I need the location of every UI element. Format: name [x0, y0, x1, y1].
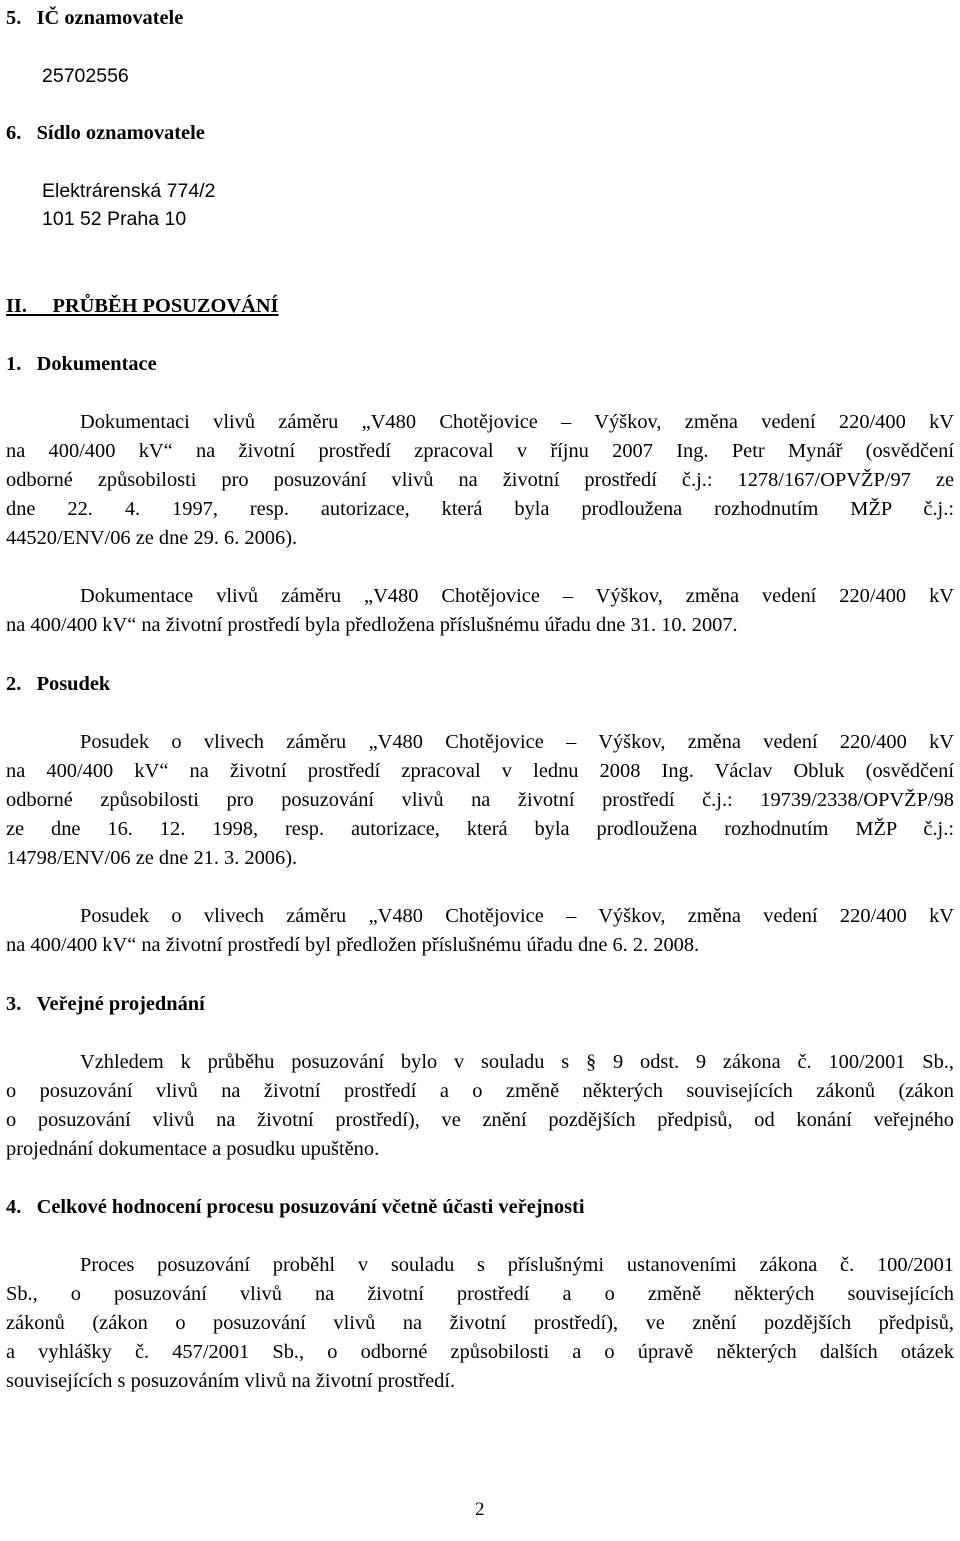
text-line: Sb., o posuzování vlivů na životní prostředí a o změně některých souvisejících	[6, 1283, 954, 1305]
text-line: 44520/ENV/06 ze dne 29. 6. 2006).	[6, 527, 298, 549]
heading-dokumentace	[6, 352, 157, 377]
heading-posudek	[6, 672, 110, 697]
text-line: Posudek o vlivech záměru „V480 Chotějovice – Výškov, změna vedení 220/400 kV	[80, 731, 954, 753]
heading-ic-title: IČ oznamovatele	[36, 7, 184, 29]
text-line: a vyhlášky č. 457/2001 Sb., o odborné způsobilosti a o úpravě některých dalších otázek	[6, 1341, 954, 1363]
heading-celkove-hodnoceni	[6, 1195, 584, 1220]
text-line: Posudek o vlivech záměru „V480 Chotějovice – Výškov, změna vedení 220/400 kV	[80, 905, 954, 927]
heading-prubeh	[6, 294, 279, 319]
text-line: na 400/400 kV“ na životní prostředí zpracoval v lednu 2008 Ing. Václav Obluk (osvědčení	[6, 760, 954, 782]
text-line: Proces posuzování proběhl v souladu s příslušnými ustanoveními zákona č. 100/2001	[80, 1254, 954, 1276]
text-line: o posuzování vlivů na životní prostředí a o změně některých souvisejících zákonů (zákon	[6, 1080, 954, 1102]
heading-dokumentace-title: Dokumentace	[36, 353, 157, 375]
page-number: 2	[475, 1499, 485, 1520]
address-line-1: Elektrárenská 774/2	[42, 180, 216, 202]
text-line: zákonů (zákon o posuzování vlivů na životní prostředí), ve znění pozdějších předpisů,	[6, 1312, 954, 1334]
text-line: ze dne 16. 12. 1998, resp. autorizace, která byla prodloužena rozhodnutím MŽP č.j.:	[6, 818, 954, 840]
text-line: odborné způsobilosti pro posuzování vlivů na životní prostředí č.j.: 1278/167/OPVŽP/97 ze	[6, 469, 954, 491]
address-line-2: 101 52 Praha 10	[42, 208, 187, 230]
text-line: 14798/ENV/06 ze dne 21. 3. 2006).	[6, 847, 298, 869]
heading-posudek-number: 2.	[6, 673, 22, 695]
text-line: o posuzování vlivů na životní prostředí), ve znění pozdějších předpisů, od konání veřejného	[6, 1109, 954, 1131]
text-line: Vzhledem k průběhu posuzování bylo v souladu s § 9 odst. 9 zákona č. 100/2001 Sb.,	[80, 1051, 954, 1073]
heading-sidlo-title: Sídlo oznamovatele	[36, 122, 205, 144]
text-line: na 400/400 kV“ na životní prostředí zpracoval v říjnu 2007 Ing. Petr Mynář (osvědčení	[6, 440, 954, 462]
heading-ic	[6, 6, 183, 31]
heading-posudek-title: Posudek	[36, 673, 111, 695]
heading-celkove-title: Celkové hodnocení procesu posuzování včetně účasti veřejnosti	[36, 1196, 585, 1218]
heading-prubeh-number: II.	[6, 295, 27, 317]
text-line: dne 22. 4. 1997, resp. autorizace, která byla prodloužena rozhodnutím MŽP č.j.:	[6, 498, 954, 520]
heading-dokumentace-number: 1.	[6, 353, 22, 375]
heading-ic-number: 5.	[6, 7, 22, 29]
heading-verejne-title: Veřejné projednání	[36, 993, 205, 1015]
heading-sidlo	[6, 121, 205, 146]
text-line: Dokumentaci vlivů záměru „V480 Chotějovice – Výškov, změna vedení 220/400 kV	[80, 411, 954, 433]
text-line: na 400/400 kV“ na životní prostředí byl předložen příslušnému úřadu dne 6. 2. 2008.	[6, 934, 700, 956]
text-line: projednání dokumentace a posudku upuštěno.	[6, 1138, 380, 1160]
text-line: na 400/400 kV“ na životní prostředí byla předložena příslušnému úřadu dne 31. 10. 2007.	[6, 614, 738, 636]
heading-verejne-projednani	[6, 992, 205, 1017]
heading-sidlo-number: 6.	[6, 122, 22, 144]
text-line: odborné způsobilosti pro posuzování vlivů na životní prostředí č.j.: 19739/2338/OPVŽP/98	[6, 789, 954, 811]
heading-verejne-number: 3.	[6, 993, 22, 1015]
heading-prubeh-title: PRŮBĚH POSUZOVÁNÍ	[52, 295, 279, 317]
text-line: souvisejících s posuzováním vlivů na životní prostředí.	[6, 1370, 456, 1392]
text-line: Dokumentace vlivů záměru „V480 Chotějovice – Výškov, změna vedení 220/400 kV	[80, 585, 954, 607]
heading-celkove-number: 4.	[6, 1196, 22, 1218]
ic-value: 25702556	[42, 65, 129, 87]
